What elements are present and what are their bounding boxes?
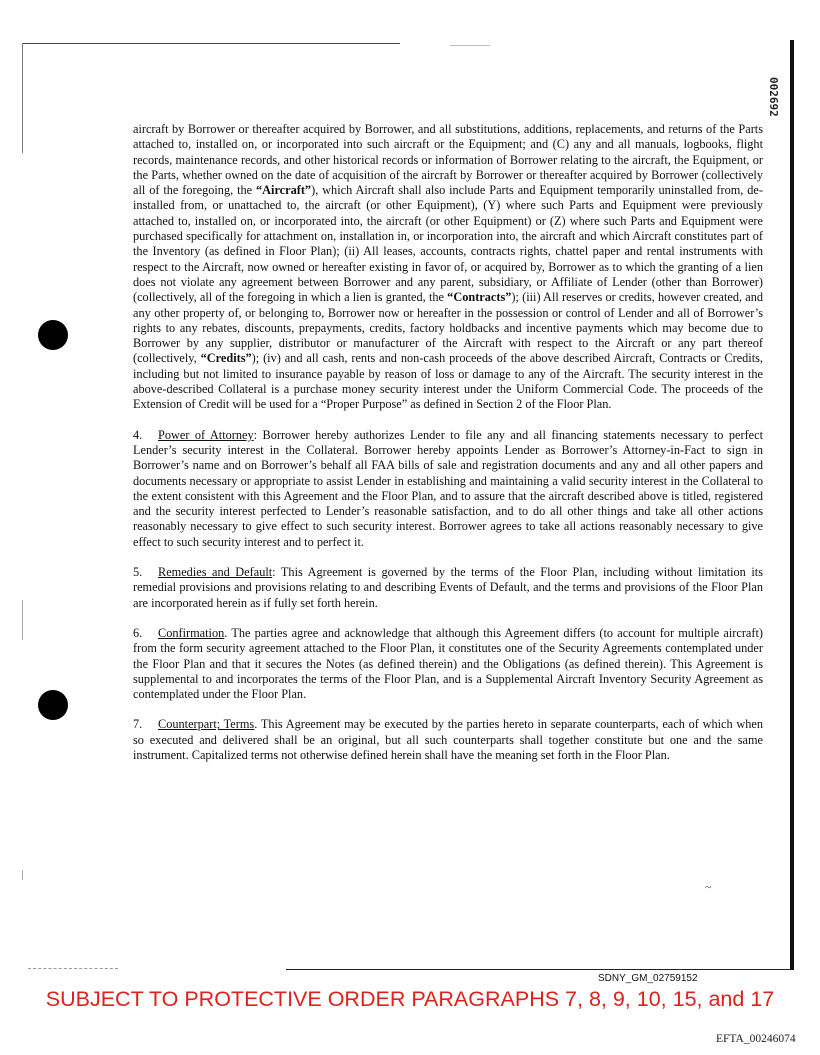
section-number: 5. xyxy=(133,565,143,580)
paragraph-text: aircraft by Borrower or thereafter acquired by Borrower, and all substitutions, additions, replacements, and returns of the Parts attached to, installed on, or incorporated into such aircraft or the Equipment; and (C) any and all manuals, logbooks, flight records, maintenance records, and other historical records or information of Borrower relating to the aircraft, the Equipment, or the Parts, whether owned on the date of acquisition of the aircraft by Borrower or thereafter acquired by Borrower (collectively all of the foregoing, the xyxy=(133,122,763,198)
document-body xyxy=(133,122,763,778)
section-counterpart-terms xyxy=(133,717,763,763)
heading-separator: : xyxy=(272,565,281,580)
bottom-left-scan-mark xyxy=(28,968,118,970)
defined-term-contracts: “Contracts” xyxy=(447,290,512,305)
section-number: 4. xyxy=(133,427,143,442)
page-stamp-number: 002692 xyxy=(767,77,780,117)
top-border-line xyxy=(22,43,400,44)
section-power-of-attorney xyxy=(133,428,763,550)
section-number: 6. xyxy=(133,625,143,640)
paragraph-text: ); (iv) and all cash, rents and non-cash proceeds of the above described Aircraft, Contracts or Credits, including but not limited to insurance payable by reason of loss or damage to any of the Aircraft. The security interest in the above-described Collateral is a purchase money security interest under the Uniform Commercial Code. The proceeds of the Extension of Credit will be used for a “Proper Purpose” as defined in Section 2 of the Floor Plan. xyxy=(133,351,763,412)
protective-order-banner: SUBJECT TO PROTECTIVE ORDER PARAGRAPHS 7, 8, 9, 10, 15, and 17 xyxy=(45,987,775,1011)
efta-number: EFTA_00246074 xyxy=(716,1033,796,1045)
scan-artifact-mark: ~ xyxy=(705,880,712,894)
scan-margin-mark xyxy=(22,870,23,880)
section-remedies-and-default xyxy=(133,565,763,611)
left-border-line xyxy=(22,43,23,153)
section-text: This Agreement is governed by the terms of the Floor Plan, including without limitation its remedial provisions and provisions relating to and describing Events of Default, and the terms and provisions of the Floor Plan are incorporated herein as if fully set forth herein. xyxy=(133,565,763,610)
section-heading: Confirmation xyxy=(158,625,225,640)
section-text: The parties agree and acknowledge that although this Agreement differs (to account for multiple aircraft) from the form security agreement attached to the Floor Plan, it constitutes one of the Security Agreements contemplated under the Floor Plan and that it secures the Notes (as defined therein) and the Obligations (as defined therein). This Agreement is supplemental to and incorporates the terms of the Floor Plan, and is a Supplemental Aircraft Inventory Security Agreement as contemplated under the Floor Plan. xyxy=(133,625,763,702)
paragraph-text: ); (iii) All reserves or credits, however created, and any other property of, or belonging to, Borrower now or hereafter in the possession or control of Lender and all of Borrower’s rights to any rebates, discounts, prepayments, credits, factory holdbacks and incentive payments which may become due to Borrower by any supplier, distributor or manufacturer of the Aircraft with respect to the Aircraft or any part thereof (collectively, xyxy=(133,290,763,366)
punch-hole-icon xyxy=(38,690,68,720)
section-text: Borrower hereby authorizes Lender to file any and all financing statements necessary to perfect Lender’s security interest in the Collateral. Borrower hereby appoints Lender as Borrower’s Attorney-in-Fact to sign in Borrower’s name and on Borrower’s behalf all FAA bills of sale and registration documents and any and all other papers and documents necessary or appropriate to assist Lender in establishing and maintaining a valid security interest in the Collateral to the extent consistent with this Agreement and the Floor Plan, and to assure that the aircraft described above is titled, registered and the security interest perfected to Lender’s reasonable satisfaction, and to do all other things and take all other actions reasonably necessary to give effect to such security interest. Borrower agrees to take all actions reasonably necessary to give effect to such security interest and to perfect it. xyxy=(133,427,763,549)
heading-separator: : xyxy=(253,427,263,442)
section-text: This Agreement may be executed by the parties hereto in separate counterparts, each of which when so executed and delivered shall be an original, but all such counterparts shall together constitute but one and the same instrument. Capitalized terms not otherwise defined herein shall have the meaning set forth in the Floor Plan. xyxy=(133,717,763,762)
bates-number: SDNY_GM_02759152 xyxy=(598,973,698,984)
section-heading: Counterpart; Terms xyxy=(158,717,255,732)
defined-term-credits: “Credits” xyxy=(200,351,252,366)
heading-separator: . xyxy=(224,625,232,640)
right-border-line xyxy=(790,40,794,970)
top-border-fragment xyxy=(450,45,490,46)
section-heading: Power of Attorney xyxy=(158,427,254,442)
heading-separator: . xyxy=(254,717,261,732)
paragraph-text: ), which Aircraft shall also include Parts and Equipment temporarily uninstalled from, de-installed from, or unattached to, the aircraft (or other Equipment), (Y) where such Parts and Equipment were previously attached to, installed on, or incorporated into, the aircraft (or other Equipment) or (Z) where such Parts and Equipment were purchased specifically for attachment on, installation in, or incorporation into, the aircraft and which Aircraft constitutes part of the Inventory (as defined in Floor Plan); (ii) All leases, accounts, contracts rights, chattel paper and rental instruments with respect to the Aircraft, now owned or hereafter existing in favor of, or acquired by, Borrower as to which the granting of a lien does not violate any agreement between Borrower and any parent, subsidiary, or Affiliate of Lender (other than Borrower) (collectively, all of the foregoing in which a lien is granted, the xyxy=(133,183,763,305)
bottom-border-line xyxy=(286,969,792,970)
defined-term-aircraft: “Aircraft” xyxy=(256,183,312,198)
punch-hole-icon xyxy=(38,320,68,350)
section-heading: Remedies and Default xyxy=(158,565,273,580)
section-number: 7. xyxy=(133,717,143,732)
collateral-paragraph xyxy=(133,122,763,413)
section-confirmation xyxy=(133,626,763,702)
scan-margin-mark xyxy=(22,600,23,640)
